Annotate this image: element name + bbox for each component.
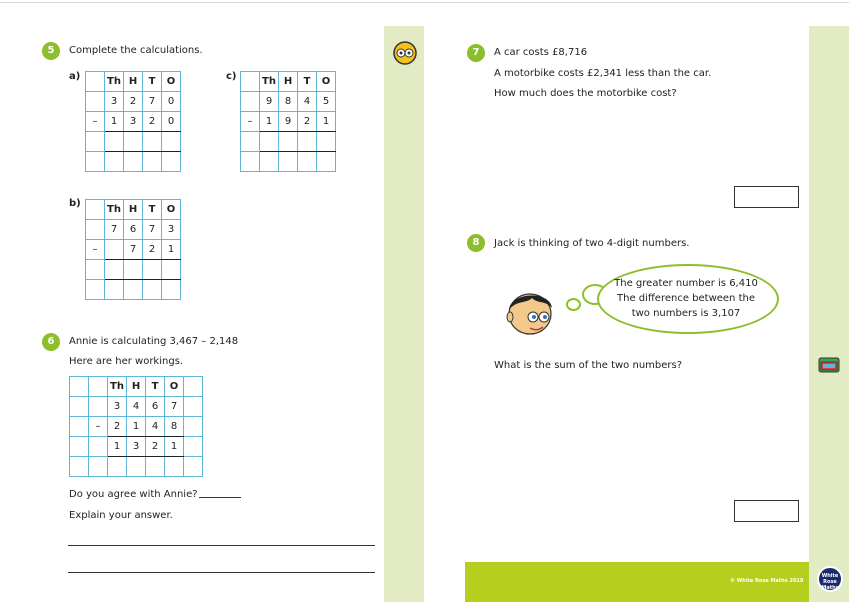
q7-line2: A motorbike costs £2,341 less than the car. (494, 68, 712, 79)
grid-row (86, 220, 181, 240)
grid-cell (70, 377, 89, 397)
grid-row (70, 437, 203, 457)
grid-cell: Th (105, 72, 124, 92)
grid-row (241, 92, 336, 112)
grid-cell (86, 72, 105, 92)
grid-cell: 4 (298, 92, 317, 112)
grid-cell: 9 (279, 112, 298, 132)
grid-cell: T (143, 72, 162, 92)
grid-row (70, 397, 203, 417)
grid-cell: 1 (127, 417, 146, 437)
grid-cell[interactable] (143, 132, 162, 152)
grid-cell[interactable] (86, 132, 105, 152)
q6-agree-prompt: Do you agree with Annie? (69, 489, 198, 500)
q6-agree-answer-line[interactable] (199, 497, 241, 498)
grid-cell[interactable] (260, 132, 279, 152)
grid-cell[interactable] (108, 457, 127, 477)
q6-grid (69, 376, 203, 477)
grid-cell[interactable] (162, 152, 181, 172)
grid-cell: 3 (108, 397, 127, 417)
grid-cell[interactable]: 1 (165, 437, 184, 457)
q7-line3: How much does the motorbike cost? (494, 88, 677, 99)
grid-cell: 7 (143, 92, 162, 112)
grid-cell[interactable] (298, 152, 317, 172)
grid-cell[interactable]: 2 (146, 437, 165, 457)
jack-face-icon (500, 286, 560, 338)
grid-cell: – (89, 417, 108, 437)
grid-cell[interactable] (143, 152, 162, 172)
grid-cell[interactable] (279, 132, 298, 152)
grid-cell: 3 (124, 112, 143, 132)
grid-row (86, 72, 181, 92)
grid-cell (86, 220, 105, 240)
q7-line1: A car costs £8,716 (494, 47, 588, 58)
grid-cell: 2 (108, 417, 127, 437)
grid-cell: O (162, 200, 181, 220)
grid-cell[interactable] (317, 132, 336, 152)
grid-row (241, 72, 336, 92)
grid-cell: T (298, 72, 317, 92)
grid-cell: O (165, 377, 184, 397)
q6-title: Annie is calculating 3,467 – 2,148 (69, 336, 239, 347)
footer-copyright: © White Rose Maths 2019 (730, 578, 804, 584)
grid-cell: O (317, 72, 336, 92)
q5c-label: c) (226, 71, 237, 82)
grid-cell[interactable] (124, 152, 143, 172)
bubble-line-1: The greater number is 6,410 (614, 278, 758, 289)
q5b-grid (85, 199, 181, 300)
grid-row (86, 200, 181, 220)
grid-cell: 9 (260, 92, 279, 112)
grid-cell: 0 (162, 92, 181, 112)
margin-strip-right (809, 26, 849, 602)
grid-cell: 0 (162, 112, 181, 132)
grid-cell: 2 (143, 112, 162, 132)
grid-cell[interactable] (124, 280, 143, 300)
q5a-label: a) (69, 71, 81, 82)
grid-cell[interactable] (143, 260, 162, 280)
grid-cell: 3 (162, 220, 181, 240)
grid-cell: O (162, 72, 181, 92)
bubble-line-3: two numbers is 3,107 (631, 308, 741, 319)
q8-question: What is the sum of the two numbers? (494, 360, 683, 371)
grid-cell: 1 (317, 112, 336, 132)
q6-subtitle: Here are her workings. (69, 356, 184, 367)
q6-explain-line-1[interactable] (68, 545, 375, 546)
q8-answer-box[interactable] (734, 500, 799, 522)
grid-cell (89, 397, 108, 417)
grid-cell[interactable] (86, 280, 105, 300)
grid-cell[interactable] (162, 132, 181, 152)
grid-cell[interactable] (89, 457, 108, 477)
grid-cell: Th (105, 200, 124, 220)
grid-cell[interactable] (70, 437, 89, 457)
q6-explain-line-2[interactable] (68, 572, 375, 573)
grid-cell (89, 377, 108, 397)
grid-row (241, 112, 336, 132)
grid-cell[interactable]: 3 (127, 437, 146, 457)
grid-cell[interactable] (241, 132, 260, 152)
grid-cell: 8 (165, 417, 184, 437)
grid-cell (86, 200, 105, 220)
white-rose-maths-logo: White Rose Maths (817, 566, 843, 592)
grid-cell: H (124, 72, 143, 92)
top-rule (0, 2, 849, 3)
grid-row (86, 92, 181, 112)
grid-cell: 6 (146, 397, 165, 417)
margin-strip-left (384, 26, 424, 602)
grid-cell[interactable] (146, 457, 165, 477)
grid-cell[interactable] (162, 260, 181, 280)
grid-cell (184, 377, 203, 397)
grid-row (86, 260, 181, 280)
grid-cell: – (86, 112, 105, 132)
q5-title: Complete the calculations. (69, 45, 203, 56)
grid-cell: 2 (143, 240, 162, 260)
grid-cell[interactable] (260, 152, 279, 172)
thought-bubble-text (604, 276, 768, 321)
grid-cell: 7 (143, 220, 162, 240)
grid-cell: – (241, 112, 260, 132)
grid-cell: Th (108, 377, 127, 397)
grid-cell: 7 (165, 397, 184, 417)
q8-title: Jack is thinking of two 4-digit numbers. (494, 238, 690, 249)
q7-number-badge: 7 (467, 44, 485, 62)
grid-cell: 8 (279, 92, 298, 112)
grid-row (86, 280, 181, 300)
bubble-line-2: The difference between the (617, 293, 755, 304)
grid-cell[interactable] (298, 132, 317, 152)
grid-cell (70, 417, 89, 437)
grid-cell[interactable] (105, 260, 124, 280)
q5b-label: b) (69, 198, 81, 209)
grid-cell: 4 (127, 397, 146, 417)
grid-cell: 2 (298, 112, 317, 132)
grid-cell (70, 397, 89, 417)
grid-cell[interactable] (105, 132, 124, 152)
grid-cell: T (143, 200, 162, 220)
q5a-grid (85, 71, 181, 172)
grid-row (70, 457, 203, 477)
grid-cell: 6 (124, 220, 143, 240)
reasoning-owl-icon (392, 40, 418, 66)
grid-cell (105, 240, 124, 260)
grid-cell: 7 (105, 220, 124, 240)
q6-number-badge: 6 (42, 333, 60, 351)
grid-row (86, 112, 181, 132)
grid-row (241, 152, 336, 172)
grid-cell: T (146, 377, 165, 397)
grid-cell (184, 417, 203, 437)
grid-cell[interactable] (184, 457, 203, 477)
grid-cell: 2 (124, 92, 143, 112)
grid-cell (86, 92, 105, 112)
grid-cell[interactable] (105, 280, 124, 300)
grid-cell[interactable] (86, 152, 105, 172)
grid-cell[interactable] (124, 260, 143, 280)
grid-cell (241, 72, 260, 92)
grid-cell (241, 92, 260, 112)
grid-cell[interactable]: 1 (108, 437, 127, 457)
grid-cell: 1 (260, 112, 279, 132)
grid-cell: 1 (105, 112, 124, 132)
grid-cell: Th (260, 72, 279, 92)
grid-row (86, 240, 181, 260)
grid-row (70, 417, 203, 437)
grid-cell[interactable] (317, 152, 336, 172)
q6-explain-prompt: Explain your answer. (69, 510, 173, 521)
grid-row (86, 152, 181, 172)
grid-cell[interactable] (184, 437, 203, 457)
grid-row (70, 377, 203, 397)
grid-cell: 7 (124, 240, 143, 260)
thought-dot-small (566, 298, 581, 311)
grid-cell: 5 (317, 92, 336, 112)
q5c-grid (240, 71, 336, 172)
grid-cell[interactable] (70, 457, 89, 477)
grid-cell: H (279, 72, 298, 92)
grid-cell: H (124, 200, 143, 220)
grid-cell: 1 (162, 240, 181, 260)
grid-cell[interactable] (143, 280, 162, 300)
grid-row (86, 132, 181, 152)
q5-number-badge: 5 (42, 42, 60, 60)
grid-cell[interactable] (241, 152, 260, 172)
grid-row (241, 132, 336, 152)
grid-cell[interactable] (162, 280, 181, 300)
grid-cell (184, 397, 203, 417)
grid-cell[interactable] (124, 132, 143, 152)
grid-cell[interactable] (86, 260, 105, 280)
grid-cell: 3 (105, 92, 124, 112)
grid-cell[interactable] (279, 152, 298, 172)
grid-cell[interactable] (127, 457, 146, 477)
grid-cell: 4 (146, 417, 165, 437)
book-icon (817, 354, 841, 376)
q7-answer-box[interactable] (734, 186, 799, 208)
grid-cell[interactable] (105, 152, 124, 172)
grid-cell: H (127, 377, 146, 397)
q8-number-badge: 8 (467, 234, 485, 252)
grid-cell[interactable] (165, 457, 184, 477)
grid-cell: – (86, 240, 105, 260)
grid-cell[interactable] (89, 437, 108, 457)
